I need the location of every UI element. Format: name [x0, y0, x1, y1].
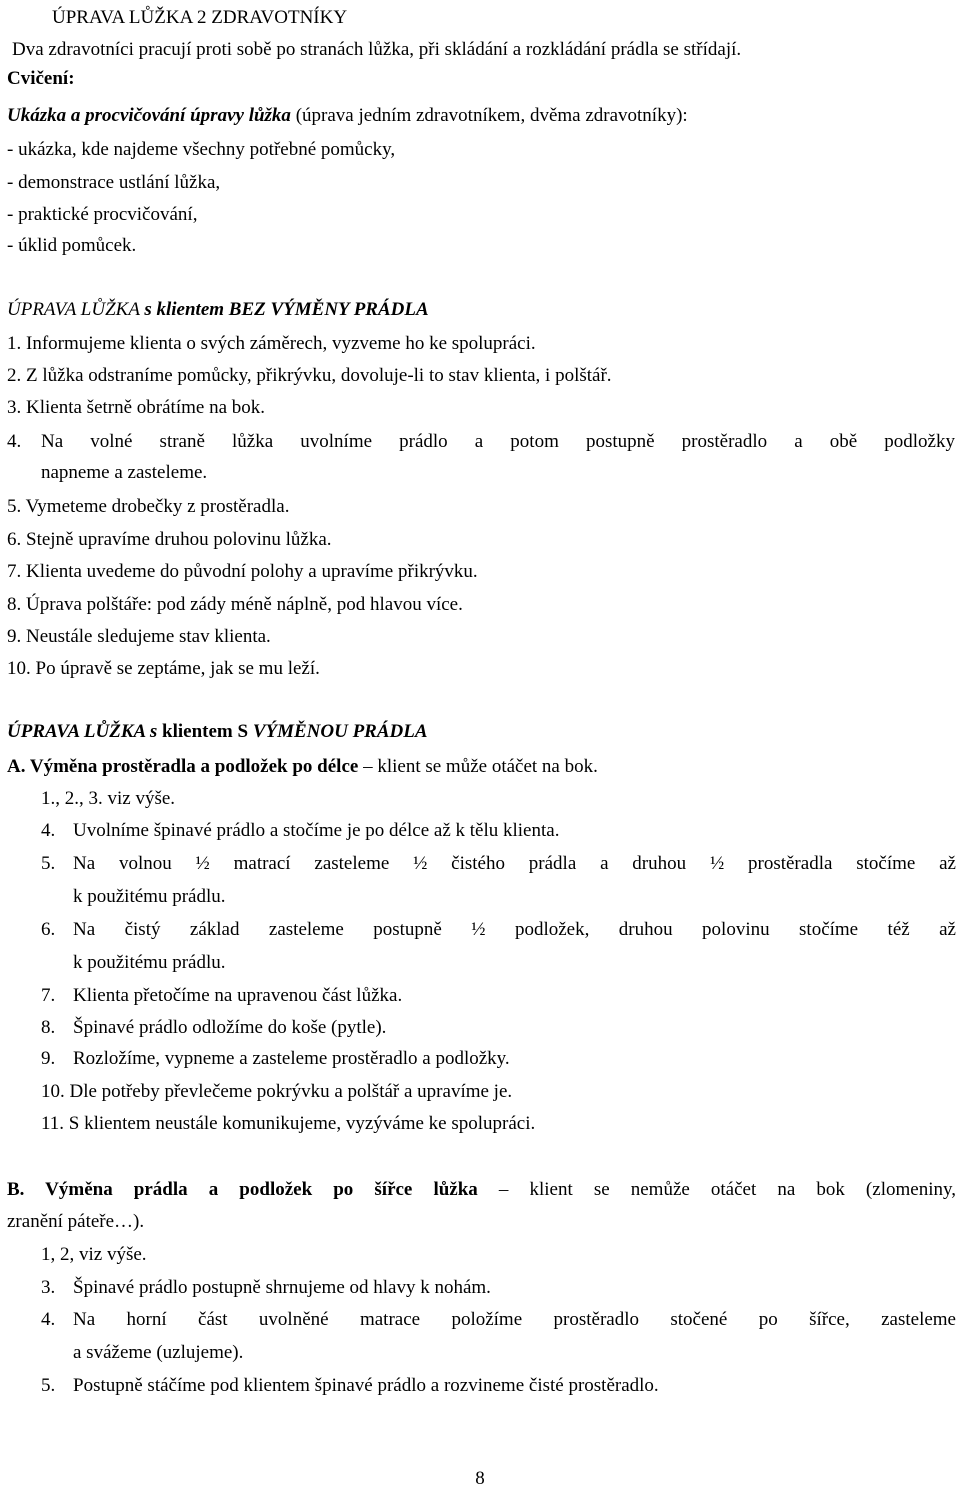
step-number: 6.	[41, 919, 56, 940]
step-text: Na horní část uvolněné matrace položíme prostěradlo stočené po šířce, zasteleme	[73, 1309, 956, 1330]
step-number: 4.	[7, 431, 22, 452]
demo-item: - demonstrace ustlání lůžka,	[7, 172, 221, 193]
step-number: 9.	[7, 626, 22, 647]
step-number: 5.	[41, 1375, 56, 1396]
section2-heading	[7, 720, 428, 744]
step-text: Klienta uvedeme do původní polohy a upravíme přikrývku.	[26, 561, 478, 582]
step-text: Z lůžka odstraníme pomůcky, přikrývku, dovoluje-li to stav klienta, i polštář.	[26, 365, 612, 386]
demo-item: - ukázka, kde najdeme všechny potřebné pomůcky,	[7, 139, 396, 160]
step-number: 9.	[41, 1048, 56, 1069]
demo-subtitle: (úprava jedním zdravotníkem, dvěma zdravotníky):	[290, 105, 688, 126]
step-number: 3.	[41, 1277, 56, 1298]
page-title: ÚPRAVA LŮŽKA 2 ZDRAVOTNÍKY	[52, 7, 348, 28]
step-text: Klienta přetočíme na upravenou část lůžka.	[73, 985, 403, 1006]
step-number: 4.	[41, 1309, 56, 1330]
step-row	[7, 528, 332, 552]
step-number: 4.	[41, 820, 56, 841]
step-row	[7, 332, 536, 356]
step-number: 8.	[7, 594, 22, 615]
partA-title: A. Výměna prostěradla a podložek po délce	[7, 756, 359, 777]
step-number: 6.	[7, 529, 22, 550]
step-text: Špinavé prádlo postupně shrnujeme od hlavy k nohám.	[73, 1277, 491, 1298]
step-row	[7, 364, 612, 388]
demo-item: - praktické procvičování,	[7, 204, 198, 225]
step-number: 7.	[7, 561, 22, 582]
demo-heading	[7, 104, 688, 128]
step-row	[7, 396, 265, 420]
step-text: Špinavé prádlo odložíme do koše (pytle).	[73, 1017, 387, 1038]
page-number: 8	[475, 1468, 485, 1489]
section2-heading-part: klientem S	[162, 721, 253, 742]
partB-reference: 1, 2, viz výše.	[41, 1244, 147, 1265]
exercise-label: Cvičení:	[7, 68, 75, 89]
step-row	[41, 1080, 512, 1104]
step-number: 8.	[41, 1017, 56, 1038]
section2-heading-part: VÝMĚNOU PRÁDLA	[252, 721, 428, 742]
partB-subtitle: – klient se nemůže otáčet na bok (zlomeniny,	[477, 1179, 956, 1200]
step-text: Na čistý základ zasteleme postupně ½ podložek, druhou polovinu stočíme též až	[73, 919, 956, 940]
step-text: Klienta šetrně obrátíme na bok.	[26, 397, 266, 418]
partB-title: B. Výměna prádla a podložek po šířce lůžka	[7, 1179, 478, 1200]
step-row	[7, 657, 320, 681]
step-row	[7, 560, 478, 584]
step-number: 10.	[7, 658, 31, 679]
step-number: 3.	[7, 397, 22, 418]
step-text: Dle potřeby převlečeme pokrývku a polštář a upravíme je.	[69, 1081, 513, 1102]
step-text: Na volnou ½ matrací zasteleme ½ čistého prádla a druhou ½ prostěradla stočíme až	[73, 853, 956, 874]
intro-text: Dva zdravotníci pracují proti sobě po stranách lůžka, při skládání a rozkládání prádla se střídají.	[12, 39, 742, 60]
step-text: Po úpravě se zeptáme, jak se mu leží.	[35, 658, 320, 679]
step-number: 1.	[7, 333, 22, 354]
step-number: 11.	[41, 1113, 65, 1134]
step-text: Na volné straně lůžka uvolníme prádlo a potom postupně prostěradlo a obě podložky	[41, 431, 955, 452]
step-row	[7, 625, 271, 649]
partA-heading	[7, 755, 598, 779]
step-text: Rozložíme, vypneme a zasteleme prostěradlo a podložky.	[73, 1048, 510, 1069]
step-text: Uvolníme špinavé prádlo a stočíme je po délce až k tělu klienta.	[73, 820, 560, 841]
step-text: Informujeme klienta o svých záměrech, vyzveme ho ke spolupráci.	[26, 333, 536, 354]
step-text-continued: k použitému prádlu.	[73, 952, 226, 973]
step-number: 10.	[41, 1081, 65, 1102]
step-number: 7.	[41, 985, 56, 1006]
step-number: 5.	[7, 496, 22, 517]
demo-item: - úklid pomůcek.	[7, 235, 137, 256]
section1-heading-part: s klientem BEZ VÝMĚNY PRÁDLA	[144, 299, 429, 320]
step-row	[7, 593, 463, 617]
step-text-continued: k použitému prádlu.	[73, 886, 226, 907]
step-text: Úprava polštáře: pod zády méně náplně, pod hlavou více.	[26, 594, 463, 615]
section1-heading-part: ÚPRAVA LŮŽKA	[7, 299, 145, 320]
partA-subtitle: – klient se může otáčet na bok.	[358, 756, 598, 777]
step-row	[7, 495, 289, 519]
step-text: Stejně upravíme druhou polovinu lůžka.	[26, 529, 332, 550]
step-text: Vymeteme drobečky z prostěradla.	[25, 496, 290, 517]
demo-title: Ukázka a procvičování úpravy lůžka	[7, 105, 291, 126]
partB-subtitle-continued: zranění páteře…).	[7, 1211, 145, 1232]
partB-heading	[7, 1178, 956, 1202]
step-text: Neustále sledujeme stav klienta.	[26, 626, 271, 647]
step-number: 2.	[7, 365, 22, 386]
step-text: Postupně stáčíme pod klientem špinavé prádlo a rozvineme čisté prostěradlo.	[73, 1375, 659, 1396]
section2-heading-part: ÚPRAVA LŮŽKA s	[7, 721, 163, 742]
partA-reference: 1., 2., 3. viz výše.	[41, 788, 176, 809]
step-number: 5.	[41, 853, 56, 874]
step-row	[41, 1112, 535, 1136]
section1-heading	[7, 298, 429, 322]
step-text: S klientem neustále komunikujeme, vyzýváme ke spolupráci.	[68, 1113, 536, 1134]
step-text-continued: a svážeme (uzlujeme).	[73, 1342, 244, 1363]
step-text-continued: napneme a zasteleme.	[41, 462, 208, 483]
